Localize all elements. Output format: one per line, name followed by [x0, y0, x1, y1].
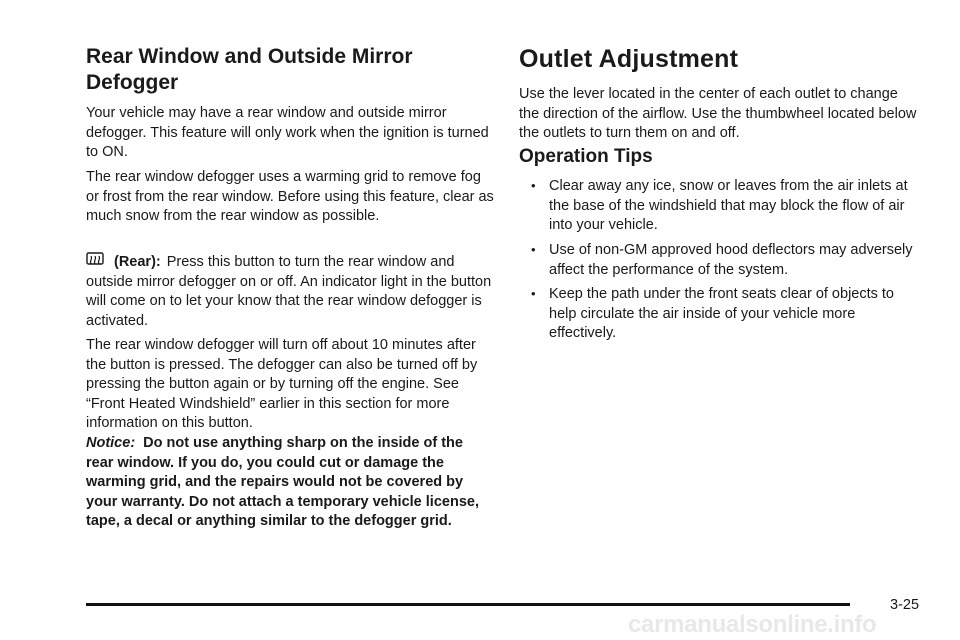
paragraph-intro: Your vehicle may have a rear window and outside mirror defogger. This feature will only work when the ignition is turned to ON. [86, 105, 489, 160]
paragraph-outlet: Use the lever located in the center of each outlet to change the direction of the airflow. Use the thumbwheel located below the outlets to turn them on and off. [519, 86, 917, 141]
notice-block [86, 434, 494, 532]
notice-label: Notice: [86, 435, 136, 451]
site-watermark: carmanualsonline.info [628, 611, 877, 638]
bullet-icon: • [531, 242, 536, 257]
tip-text: Clear away any ice, snow or leaves from the air inlets at the base of the windshield that may block the flow of air into your vehicle. [549, 178, 908, 233]
list-item [519, 177, 919, 236]
tip-text: Use of non-GM approved hood deflectors may adversely affect the performance of the system. [549, 242, 913, 278]
rear-label: (Rear): [114, 254, 161, 270]
notice-text: Do not use anything sharp on the inside of the rear window. If you do, you could cut or damage the warming grid, and the repairs would not be covered by your warranty. Do not attach a temporary vehicle license, tape, a decal or anything similar to the defogger grid. [86, 435, 479, 529]
footer-rule [86, 603, 850, 606]
section-heading-defogger: Rear Window and Outside Mirror Defogger [86, 45, 413, 94]
rear-description: Press this button to turn the rear window and outside mirror defogger on or off. An indicator light in the button will come on to let your know that the rear window defogger is activated. [86, 254, 492, 329]
paragraph-auto-off: The rear window defogger will turn off about 10 minutes after the button is pressed. The defogger can also be turned off by pressing the button again or by turning off the engine. See “Front Heated Windshield” earlier in this section for more information on this button. [86, 337, 478, 431]
section-heading-outlet: Outlet Adjustment [519, 45, 739, 73]
bullet-icon: • [531, 178, 536, 193]
page-number: 3-25 [890, 597, 920, 613]
tip-text: Keep the path under the front seats clear of objects to help circulate the air inside of your vehicle more effectively. [549, 286, 894, 341]
paragraph-warming-grid: The rear window defogger uses a warming grid to remove fog or frost from the rear window. Before using this feature, clear as much snow from the rear window as possible. [86, 169, 494, 224]
list-item [519, 285, 919, 344]
paragraph-rear-button [86, 252, 494, 331]
bullet-icon: • [531, 286, 536, 301]
rear-defog-icon [86, 252, 104, 268]
subheading-operation-tips: Operation Tips [519, 146, 653, 167]
list-item [519, 241, 919, 280]
